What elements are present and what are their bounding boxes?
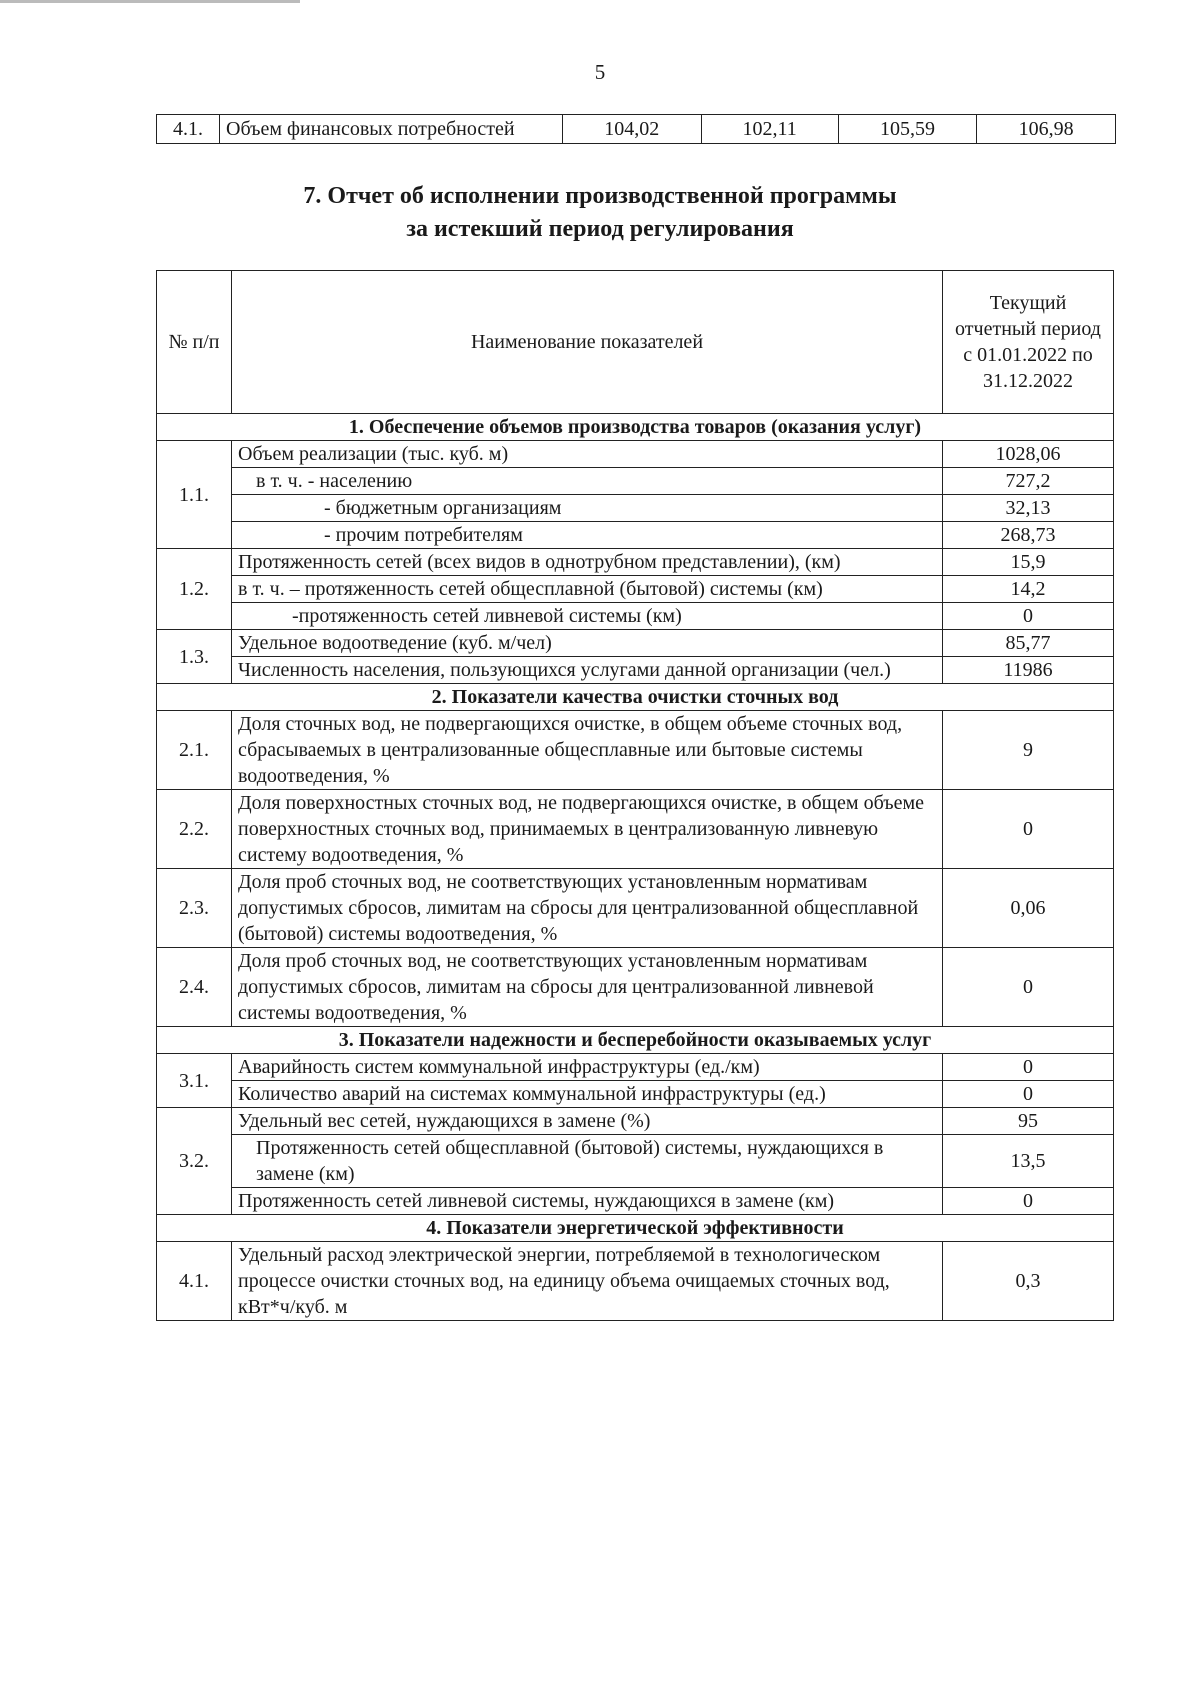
header-period: Текущий отчетный период с 01.01.2022 по 31.12.2022 [943, 271, 1114, 414]
section-header: 3. Показатели надежности и бесперебойности оказываемых услуг [157, 1027, 1114, 1054]
row-number: 4.1. [157, 1242, 232, 1321]
value-cell: 105,59 [838, 115, 977, 144]
table-row [157, 1135, 1114, 1188]
header-number: № п/п [157, 271, 232, 414]
indicator-value: 0 [943, 1188, 1114, 1215]
indicator-name: Количество аварий на системах коммунальной инфраструктуры (ед.) [232, 1081, 943, 1108]
indicator-name: Удельный вес сетей, нуждающихся в замене (%) [232, 1108, 943, 1135]
indicator-name: Доля проб сточных вод, не соответствующих установленным нормативам допустимых сбросов, лимитам на сбросы для централизованной ливневой системы водоотведения, % [232, 948, 943, 1027]
indicator-name: в т. ч. – протяженность сетей общесплавной (бытовой) системы (км) [232, 576, 943, 603]
table-row [157, 948, 1114, 1027]
indicator-value: 14,2 [943, 576, 1114, 603]
indicator-name: Численность населения, пользующихся услугами данной организации (чел.) [232, 657, 943, 684]
row-number: 4.1. [157, 115, 220, 144]
table-row [157, 603, 1114, 630]
indicator-name: Удельное водоотведение (куб. м/чел) [232, 630, 943, 657]
indicator-name: Аварийность систем коммунальной инфраструктуры (ед./км) [232, 1054, 943, 1081]
indicator-name: Доля поверхностных сточных вод, не подвергающихся очистке, в общем объеме поверхностных сточных вод, принимаемых в централизованную ливневую систему водоотведения, % [232, 790, 943, 869]
indicator-name: Доля сточных вод, не подвергающихся очистке, в общем объеме сточных вод, сбрасываемых в централизованные общесплавные или бытовые системы водоотведения, % [232, 711, 943, 790]
indicator-name: Доля проб сточных вод, не соответствующих установленным нормативам допустимых сбросов, лимитам на сбросы для централизованной общесплавной (бытовой) системы водоотведения, % [232, 869, 943, 948]
row-number: 2.3. [157, 869, 232, 948]
production-program-report-table [156, 270, 1114, 1321]
section-title [0, 180, 1200, 246]
indicator-value: 0 [943, 603, 1114, 630]
indicator-name: Протяженность сетей ливневой системы, нуждающихся в замене (км) [232, 1188, 943, 1215]
indicator-value: 268,73 [943, 522, 1114, 549]
indicator-value: 32,13 [943, 495, 1114, 522]
value-cell: 106,98 [977, 115, 1116, 144]
page-number: 5 [594, 60, 606, 84]
value-cell: 102,11 [701, 115, 838, 144]
table-row [157, 115, 1116, 144]
table-row [157, 1242, 1114, 1321]
indicator-value: 13,5 [943, 1135, 1114, 1188]
section-header: 4. Показатели энергетической эффективности [157, 1215, 1114, 1242]
indicator-name: Объем финансовых потребностей [220, 115, 563, 144]
row-number: 1.2. [157, 549, 232, 630]
indicator-value: 0 [943, 948, 1114, 1027]
indicator-name: Объем реализации (тыс. куб. м) [232, 441, 943, 468]
table-row [157, 1108, 1114, 1135]
indicator-value: 0 [943, 1081, 1114, 1108]
indicator-name: Протяженность сетей общесплавной (бытовой) системы, нуждающихся в замене (км) [232, 1135, 943, 1188]
indicator-name: в т. ч. - населению [232, 468, 943, 495]
row-number: 2.1. [157, 711, 232, 790]
indicator-value: 11986 [943, 657, 1114, 684]
header-name: Наименование показателей [232, 271, 943, 414]
table-row [157, 790, 1114, 869]
indicator-value: 0 [943, 790, 1114, 869]
indicator-value: 727,2 [943, 468, 1114, 495]
table-row [157, 1054, 1114, 1081]
row-number: 1.1. [157, 441, 232, 549]
table-header-row [157, 271, 1114, 414]
table-row [157, 1081, 1114, 1108]
section-header: 2. Показатели качества очистки сточных вод [157, 684, 1114, 711]
table-row [157, 576, 1114, 603]
row-number: 3.1. [157, 1054, 232, 1108]
indicator-name: - бюджетным организациям [232, 495, 943, 522]
row-number: 2.4. [157, 948, 232, 1027]
indicator-name: - прочим потребителям [232, 522, 943, 549]
indicator-name: Протяженность сетей (всех видов в однотрубном представлении), (км) [232, 549, 943, 576]
value-cell: 104,02 [563, 115, 702, 144]
table-row [157, 468, 1114, 495]
table-row [157, 495, 1114, 522]
indicator-value: 1028,06 [943, 441, 1114, 468]
indicator-value: 0,06 [943, 869, 1114, 948]
table-row [157, 711, 1114, 790]
table-row [157, 869, 1114, 948]
indicator-value: 15,9 [943, 549, 1114, 576]
indicator-value: 9 [943, 711, 1114, 790]
indicator-value: 0,3 [943, 1242, 1114, 1321]
row-number: 3.2. [157, 1108, 232, 1215]
scan-edge-artifact [0, 0, 300, 3]
table-row [157, 549, 1114, 576]
title-line-1: 7. Отчет об исполнении производственной программы [303, 183, 897, 209]
indicator-value: 85,77 [943, 630, 1114, 657]
section-header: 1. Обеспечение объемов производства товаров (оказания услуг) [157, 414, 1114, 441]
indicator-name: -протяженность сетей ливневой системы (км) [232, 603, 943, 630]
row-number: 2.2. [157, 790, 232, 869]
table-row [157, 441, 1114, 468]
indicator-value: 0 [943, 1054, 1114, 1081]
table-row [157, 630, 1114, 657]
indicator-name: Удельный расход электрической энергии, потребляемой в технологическом процессе очистки сточных вод, на единицу объема очищаемых сточных вод, кВт*ч/куб. м [232, 1242, 943, 1321]
indicator-value: 95 [943, 1108, 1114, 1135]
previous-table-fragment [156, 114, 1116, 144]
table-row [157, 522, 1114, 549]
table-row [157, 657, 1114, 684]
row-number: 1.3. [157, 630, 232, 684]
table-row [157, 1188, 1114, 1215]
title-line-2: за истекший период регулирования [406, 216, 794, 242]
